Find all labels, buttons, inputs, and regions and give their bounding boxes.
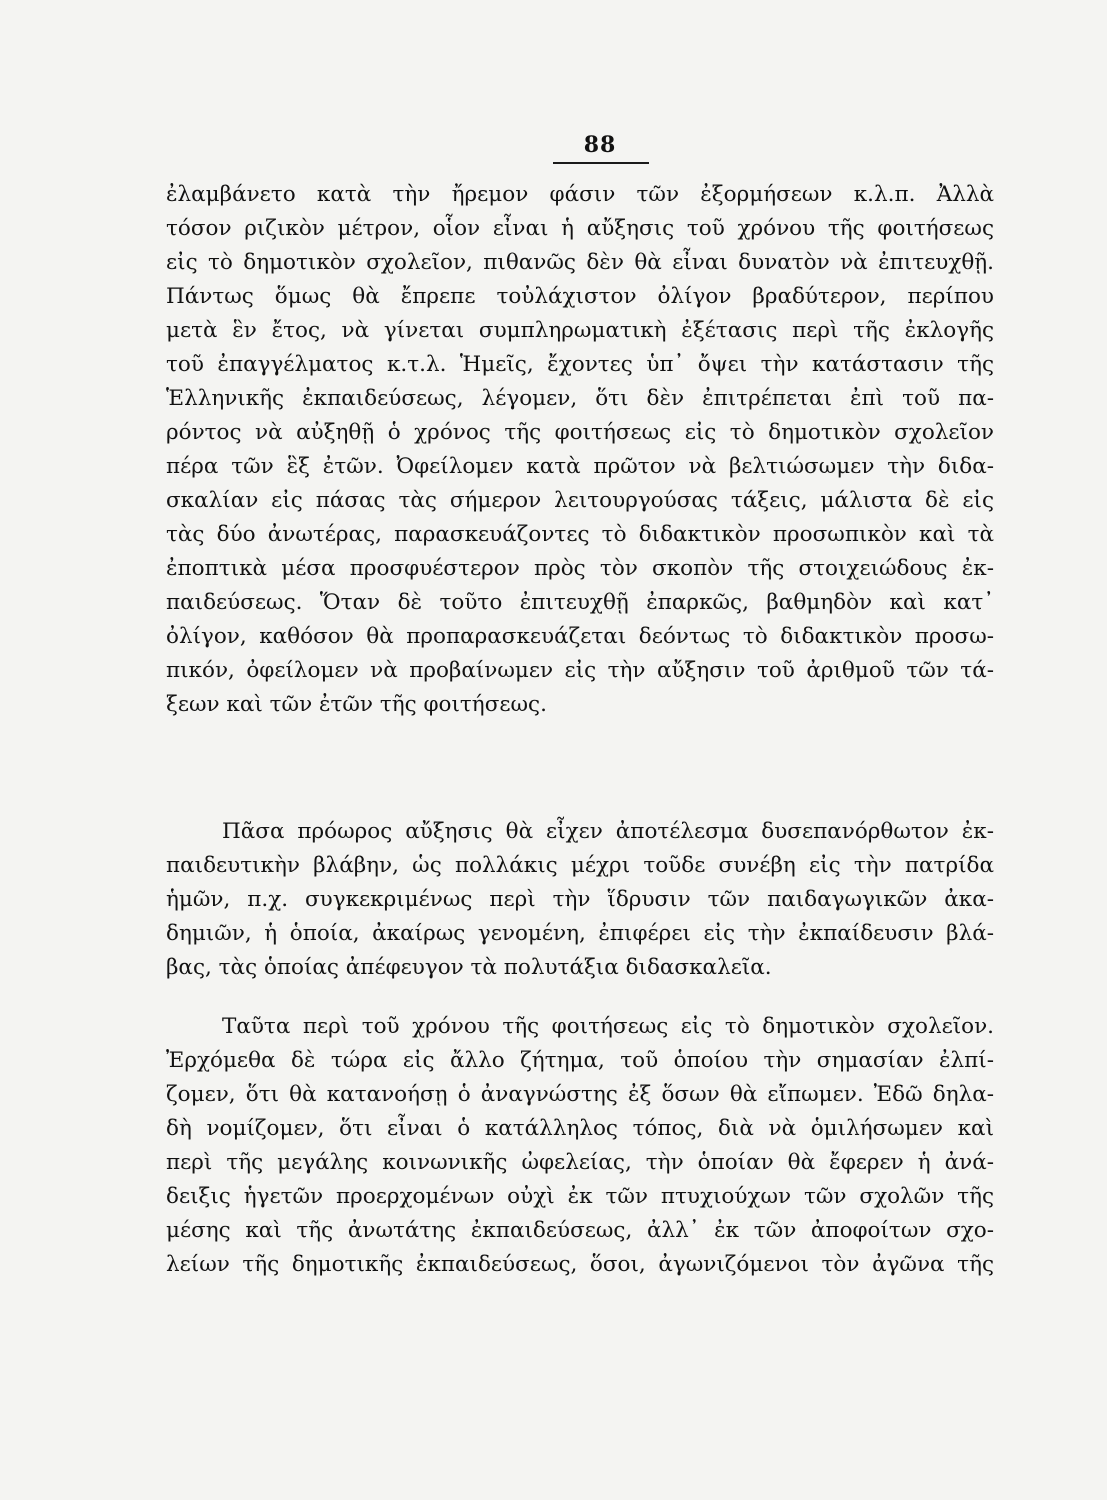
text-line: ἐλαμβάνετο κατὰ τὴν ἤρεμον φάσιν τῶν ἐξορμήσεων κ.λ.π. Ἀλλὰ: [166, 182, 994, 207]
text-line: ρόντος νὰ αὐξηθῇ ὁ χρόνος τῆς φοιτήσεως εἰς τὸ δημοτικὸν σχολεῖον: [166, 420, 994, 445]
text-line: πικόν, ὀφείλομεν νὰ προβαίνωμεν εἰς τὴν αὔξησιν τοῦ ἀριθμοῦ τῶν τά-: [166, 658, 994, 683]
text-line: πέρα τῶν ἓξ ἐτῶν. Ὀφείλομεν κατὰ πρῶτον νὰ βελτιώσωμεν τὴν διδα-: [166, 454, 994, 479]
text-line: βας, τὰς ὁποίας ἀπέφευγον τὰ πολυτάξια διδασκαλεῖα.: [166, 955, 772, 980]
text-line: Ταῦτα περὶ τοῦ χρόνου τῆς φοιτήσεως εἰς τὸ δημοτικὸν σχολεῖον.: [222, 1014, 994, 1039]
text-line: δὴ νομίζομεν, ὅτι εἶναι ὁ κατάλληλος τόπος, διὰ νὰ ὁμιλήσωμεν καὶ: [166, 1116, 994, 1141]
text-line: σκαλίαν εἰς πάσας τὰς σήμερον λειτουργούσας τάξεις, μάλιστα δὲ εἰς: [166, 488, 994, 513]
text-line: ξεων καὶ τῶν ἐτῶν τῆς φοιτήσεως.: [166, 692, 547, 717]
page-number: 88: [583, 132, 617, 158]
text-line: λείων τῆς δημοτικῆς ἐκπαιδεύσεως, ὅσοι, ἀγωνιζόμενοι τὸν ἀγῶνα τῆς: [166, 1252, 994, 1277]
text-line: μετὰ ἓν ἔτος, νὰ γίνεται συμπληρωματικὴ ἐξέτασις περὶ τῆς ἐκλογῆς: [166, 318, 994, 343]
text-line: Πάντως ὅμως θὰ ἔπρεπε τοὐλάχιστον ὀλίγον βραδύτερον, περίπου: [166, 284, 994, 309]
paragraph-3: [166, 1010, 994, 1282]
text-line: ζομεν, ὅτι θὰ κατανοήσῃ ὁ ἀναγνώστης ἐξ ὅσων θὰ εἴπωμεν. Ἐδῶ δηλα-: [166, 1082, 994, 1107]
text-line: τόσον ριζικὸν μέτρον, οἷον εἶναι ἡ αὔξησις τοῦ χρόνου τῆς φοιτήσεως: [166, 216, 994, 241]
text-line: Ἑλληνικῆς ἐκπαιδεύσεως, λέγομεν, ὅτι δὲν ἐπιτρέπεται ἐπὶ τοῦ πα-: [166, 386, 994, 411]
text-line: δημιῶν, ἡ ὁποία, ἀκαίρως γενομένη, ἐπιφέρει εἰς τὴν ἐκπαίδευσιν βλά-: [166, 921, 994, 946]
text-line: τοῦ ἐπαγγέλματος κ.τ.λ. Ἡμεῖς, ἔχοντες ὑπ᾽ ὄψει τὴν κατάστασιν τῆς: [166, 352, 994, 377]
paragraph-1: [166, 178, 994, 722]
paragraph-2: [166, 815, 994, 985]
text-line: μέσης καὶ τῆς ἀνωτάτης ἐκπαιδεύσεως, ἀλλ᾽ ἐκ τῶν ἀποφοίτων σχο-: [166, 1218, 994, 1243]
header-rule: [553, 162, 649, 164]
text-line: εἰς τὸ δημοτικὸν σχολεῖον, πιθανῶς δὲν θὰ εἶναι δυνατὸν νὰ ἐπιτευχθῇ.: [166, 250, 994, 275]
text-line: ἡμῶν, π.χ. συγκεκριμένως περὶ τὴν ἵδρυσιν τῶν παιδαγωγικῶν ἀκα-: [166, 887, 994, 912]
text-line: παιδευτικὴν βλάβην, ὡς πολλάκις μέχρι τοῦδε συνέβη εἰς τὴν πατρίδα: [166, 853, 994, 878]
text-line: Πᾶσα πρόωρος αὔξησις θὰ εἶχεν ἀποτέλεσμα δυσεπανόρθωτον ἐκ-: [222, 819, 994, 844]
text-line: τὰς δύο ἀνωτέρας, παρασκευάζοντες τὸ διδακτικὸν προσωπικὸν καὶ τὰ: [166, 522, 994, 547]
text-line: παιδεύσεως. Ὅταν δὲ τοῦτο ἐπιτευχθῇ ἐπαρκῶς, βαθμηδὸν καὶ κατ᾽: [166, 590, 994, 615]
text-line: ὀλίγον, καθόσον θὰ προπαρασκευάζεται δεόντως τὸ διδακτικὸν προσω-: [166, 624, 994, 649]
text-line: δειξις ἡγετῶν προερχομένων οὐχὶ ἐκ τῶν πτυχιούχων τῶν σχολῶν τῆς: [166, 1184, 994, 1209]
text-line: ἐποπτικὰ μέσα προσφυέστερον πρὸς τὸν σκοπὸν τῆς στοιχειώδους ἐκ-: [166, 556, 994, 581]
text-line: περὶ τῆς μεγάλης κοινωνικῆς ὠφελείας, τὴν ὁποίαν θὰ ἔφερεν ἡ ἀνά-: [166, 1150, 994, 1175]
text-line: Ἐρχόμεθα δὲ τώρα εἰς ἄλλο ζήτημα, τοῦ ὁποίου τὴν σημασίαν ἐλπί-: [166, 1048, 994, 1073]
